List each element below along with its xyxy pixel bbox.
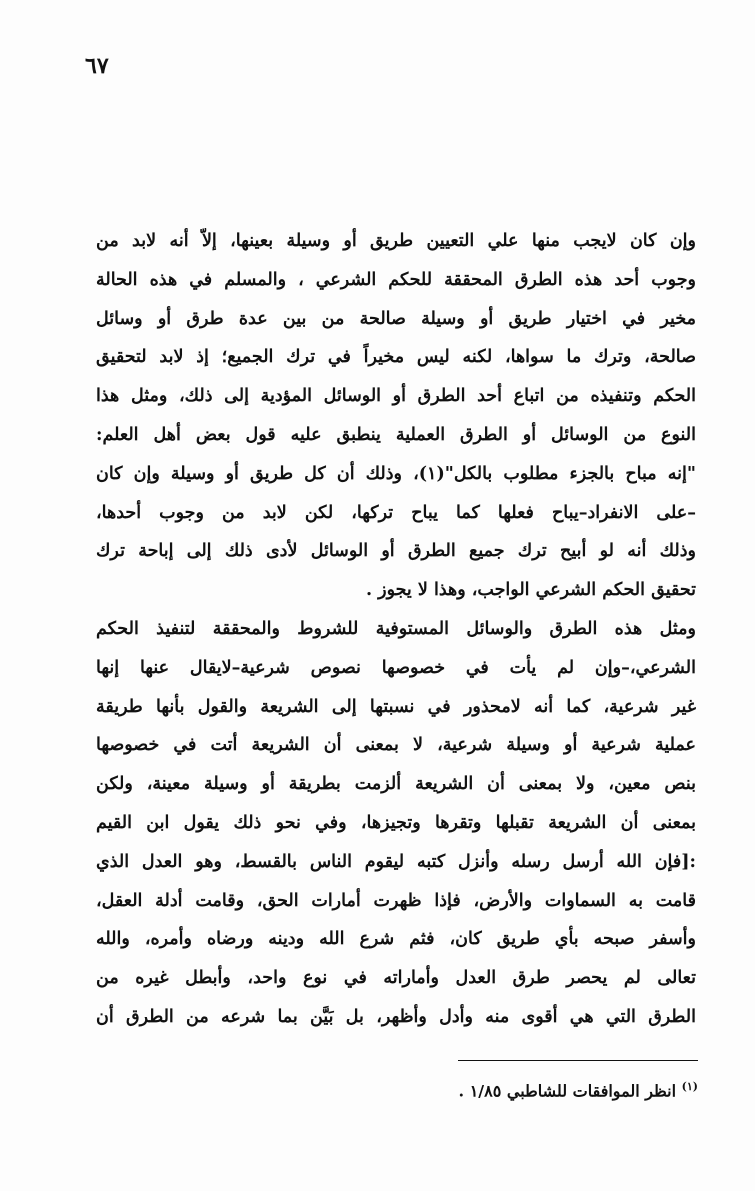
body-text <box>96 222 696 1037</box>
footnote <box>380 1075 698 1103</box>
text-line: تعالى لم يحصر طرق العدل وأماراته في نوع واحد، وأبطل غيره من <box>96 968 696 989</box>
text-line: بمعنى أن الشريعة تقبلها وتقرها وتجيزها، وفي نحو ذلك يقول ابن القيم <box>96 812 696 833</box>
text-line: وإن كان لايجب منها علي التعيين طريق أو وسيلة بعينها، إلاّ أنه لابد من <box>96 231 696 251</box>
text-line: بنص معين، ولا بمعنى أن الشريعة ألزمت بطريقة أو وسيلة معينة، ولكن <box>96 774 696 795</box>
text-line: وأسفر صبحه بأي طريق كان، فثم شرع الله ودينه ورضاه وأمره، والله <box>96 929 696 950</box>
text-line: الحكم وتنفيذه من اتباع أحد الطرق أو الوسائل المؤدية إلى ذلك، ومثل هذا <box>96 386 696 407</box>
text-line: "إنه مباح بالجزء مطلوب بالكل"(١)، وذلك أن كل طريق أو وسيلة وإن كان <box>96 463 696 484</box>
footnote-separator <box>458 1060 698 1061</box>
footnote-text: انظر الموافقات للشاطبي ١/٨٥ . <box>458 1081 677 1101</box>
text-line: وذلك أنه لو أبيح ترك جميع الطرق أو الوسائل لأدى ذلك إلى إباحة ترك <box>96 541 696 562</box>
page-number: ٦٧ <box>85 53 109 79</box>
text-line: وجوب أحد هذه الطرق المحققة للحكم الشرعي ، والمسلم في هذه الحالة <box>96 269 696 290</box>
text-line: ومثل هذه الطرق والوسائل المستوفية للشروط والمحققة لتنفيذ الحكم <box>96 618 696 639</box>
text-line: تحقيق الحكم الشرعي الواجب، وهذا لا يجوز . <box>365 580 696 601</box>
text-line: الشرعي،–وإن لم يأت في خصوصها نصوص شرعية–لايقال عنها إنها <box>96 657 696 678</box>
text-line: صالحة، وترك ما سواها، لكنه ليس مخيراً في ترك الجميع؛ إذ لابد لتحقيق <box>96 347 696 368</box>
text-line: غير شرعية، كما أنه لامحذور في نسبتها إلى الشريعة والقول بأنها طريقة <box>96 696 696 717</box>
text-line: مخير في اختيار طريق أو وسيلة صالحة من بين عدة طرق أو وسائل <box>96 308 696 329</box>
text-line: –على الانفراد–يباح فعلها كما يباح تركها، لكن لابد من وجوب أحدها، <box>96 502 696 523</box>
text-line: قامت به السماوات والأرض، فإذا ظهرت أمارات الحق، وقامت أدلة العقل، <box>96 890 696 911</box>
text-line: النوع من الوسائل أو الطرق العملية ينطبق عليه قول بعض أهل العلم: <box>96 424 696 445</box>
text-line: الطرق التي هي أقوى منه وأدل وأظهر، بل بَيَّن بما شرعه من الطرق أن <box>96 1006 696 1027</box>
text-line: عملية شرعية أو وسيلة شرعية، لا بمعنى أن الشريعة أتت في خصوصها <box>96 735 696 756</box>
text-line: :[فإن الله أرسل رسله وأنزل كتبه ليقوم الناس بالقسط، وهو العدل الذي <box>96 851 696 872</box>
footnote-marker: (١) <box>681 1080 698 1093</box>
